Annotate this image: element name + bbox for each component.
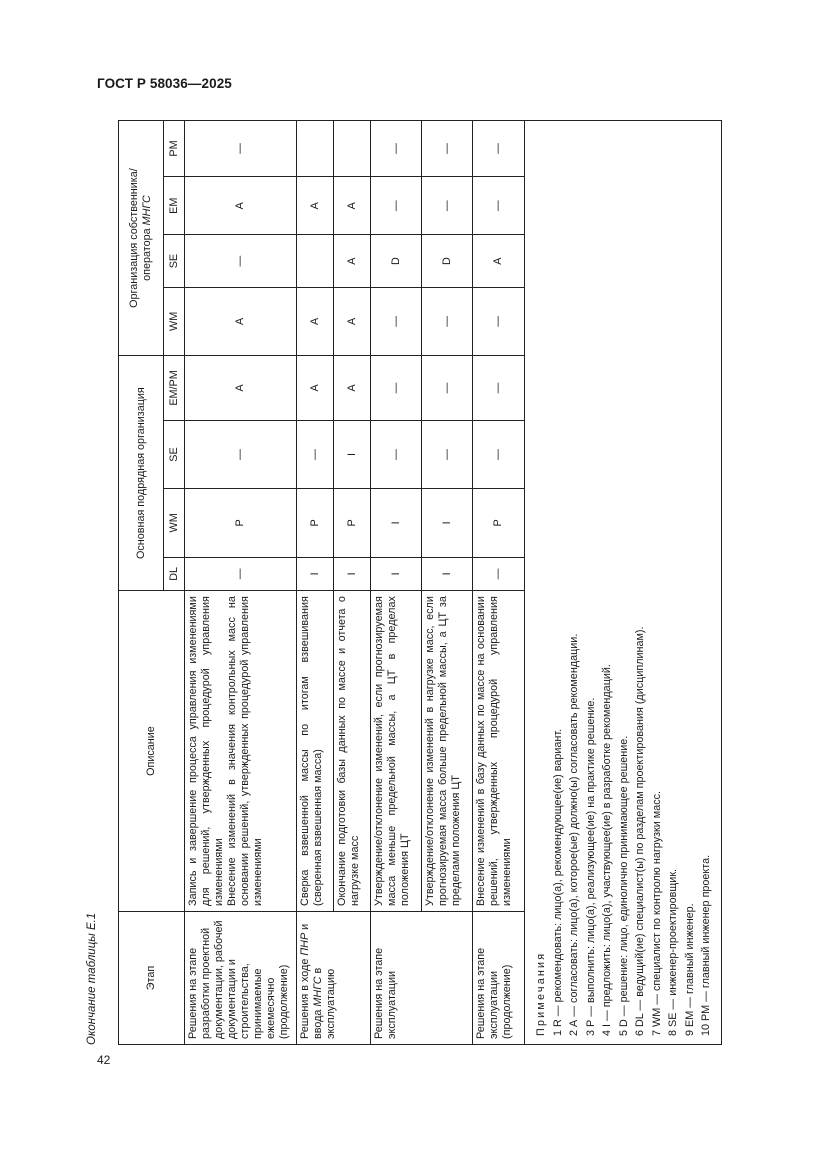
value-cell: — [185, 420, 297, 488]
landscape-page [86, 120, 745, 1045]
value-cell: А [334, 235, 371, 287]
description-cell: Внесение изменений в базу данных по массе на основании решений, утвержденных процедурой управления изменениями [473, 591, 525, 912]
value-cell: Р [334, 489, 371, 557]
table-header-row [119, 121, 164, 1045]
value-cell: Р [185, 489, 297, 557]
value-cell: I [422, 557, 473, 591]
col-header-owner-se: SE [164, 235, 185, 287]
notes-row [525, 121, 722, 1045]
value-cell: — [185, 121, 297, 177]
value-cell: А [334, 356, 371, 421]
table-caption: Окончание таблицы Е.1 [86, 912, 98, 1045]
owner-header-italic: МНГС [141, 195, 153, 226]
description-paragraph: Внесение изменений в значения контрольных масс на основании решений, утвержденных процедурой управления изменениями [226, 596, 264, 906]
stage-text: в эксплуатацию [312, 967, 337, 1039]
value-cell: — [371, 121, 422, 177]
description-paragraph: Запись и завершение процесса управления изменениями для решений, утвержденных процедурой управления изменениями [187, 596, 225, 906]
value-cell [297, 235, 334, 287]
value-cell: — [371, 177, 422, 235]
table-row [371, 121, 422, 1045]
value-cell: — [473, 287, 525, 355]
stage-cell: Решения на этапе эксплуатации (продолжение) [473, 911, 525, 1044]
note-item: 8 SE — инженер-проектировщик. [667, 868, 679, 1036]
stage-italic: ПНР [299, 932, 311, 956]
col-header-dl: DL [164, 557, 185, 591]
value-cell: — [473, 557, 525, 591]
note-item: 10 РМ — главный инженер проекта. [700, 854, 712, 1036]
value-cell [297, 121, 334, 177]
page-number: 42 [97, 1053, 111, 1067]
notes-cell [525, 121, 722, 1045]
description-cell: Окончание подготовки базы данных по массе и отчета о нагрузке масс [334, 591, 371, 912]
description-cell [185, 591, 297, 912]
note-item: 3 Р — выполнить: лицо(а), реализующее(ие) на практике решение. [584, 697, 597, 1036]
value-cell: — [422, 177, 473, 235]
value-cell: Р [297, 489, 334, 557]
owner-header-line1: Организация собственника/ [128, 168, 140, 308]
value-cell: А [185, 287, 297, 355]
note-item: 4 I — предложить: лицо(а), участвующее(ие) в разработке рекомендаций. [601, 664, 613, 1036]
value-cell: А [297, 177, 334, 235]
col-header-owner-em: EM [164, 177, 185, 235]
value-cell: — [297, 420, 334, 488]
description-cell: Сверка взвешенной массы по итогам взвешивания (сверенная взвешенная масса) [297, 591, 334, 912]
col-header-wm: WM [164, 489, 185, 557]
document-header: ГОСТ Р 58036—2025 [97, 76, 232, 91]
value-cell: А [473, 235, 525, 287]
value-cell: — [473, 121, 525, 177]
description-column-header: Описание [119, 591, 185, 912]
value-cell: I [297, 557, 334, 591]
owner-group-header [119, 121, 164, 356]
table-row [185, 121, 297, 1045]
table-row [334, 121, 371, 1045]
value-cell: — [422, 420, 473, 488]
col-header-owner-pm: PM [164, 121, 185, 177]
description-cell: Утверждение/отклонение изменений, если прогнозируемая масса меньше предельной массы, а ЦТ в пределах положения ЦТ [371, 591, 422, 912]
value-cell: А [297, 287, 334, 355]
value-cell: I [371, 489, 422, 557]
table-row [473, 121, 525, 1045]
value-cell: — [422, 356, 473, 421]
value-cell: А [334, 287, 371, 355]
note-item: 1 R — рекомендовать: лицо(а), рекомендующее(ие) вариант. [551, 728, 564, 1036]
value-cell: D [371, 235, 422, 287]
value-cell: — [185, 557, 297, 591]
stage-cell: Решения на этапе разработки проектной документации, рабочей документации и строительства, принимаемые ежемесячно (продолжение) [185, 911, 297, 1044]
stage-cell [297, 911, 371, 1044]
rotated-table-area [86, 120, 745, 1045]
value-cell: I [371, 557, 422, 591]
value-cell: — [473, 356, 525, 421]
value-cell: — [422, 287, 473, 355]
value-cell: I [422, 489, 473, 557]
value-cell [334, 121, 371, 177]
value-cell: — [473, 177, 525, 235]
description-cell: Утверждение/отклонение изменений в нагрузке масс, если прогнозируемая масса больше предельной массы, а ЦТ за пределами положения ЦТ [422, 591, 473, 912]
notes-heading: Примечания [535, 951, 547, 1036]
note-item: 6 DL — ведущий(ие) специалист(ы) по разделам проектирования (дисциплинам). [634, 626, 646, 1036]
table-row [297, 121, 334, 1045]
stage-text: Решения в ходе [299, 955, 311, 1039]
stage-text: и ввода [299, 923, 324, 1039]
contractor-group-header: Основная подрядная организация [119, 356, 164, 591]
owner-header-line2: оператора [141, 225, 153, 281]
note-item: 7 WM — специалист по контролю нагрузки масс. [650, 790, 663, 1036]
col-header-se: SE [164, 420, 185, 488]
value-cell: — [422, 121, 473, 177]
col-header-owner-wm: WM [164, 287, 185, 355]
col-header-em-pm: EM/PM [164, 356, 185, 421]
value-cell: А [297, 356, 334, 421]
value-cell: D [422, 235, 473, 287]
value-cell: — [185, 235, 297, 287]
responsibility-table [118, 120, 722, 1045]
value-cell: А [185, 177, 297, 235]
value-cell: I [334, 557, 371, 591]
value-cell: Р [473, 489, 525, 557]
note-item: 5 D — решение: лицо, единолично принимающее решение. [617, 735, 630, 1036]
note-item: 9 ЕМ — главный инженер. [683, 903, 696, 1036]
table-row [422, 121, 473, 1045]
stage-column-header: Этап [119, 911, 185, 1044]
stage-italic: МНГС [312, 976, 324, 1007]
value-cell: — [473, 420, 525, 488]
value-cell: — [371, 356, 422, 421]
note-item: 2 А — согласовать: лицо(а), которое(ые) должно(ы) согласовать рекомендации. [568, 633, 580, 1036]
value-cell: А [185, 356, 297, 421]
value-cell: — [371, 420, 422, 488]
stage-cell: Решения на этапе эксплуатации [371, 911, 473, 1044]
value-cell: — [371, 287, 422, 355]
value-cell: А [334, 177, 371, 235]
value-cell: I [334, 420, 371, 488]
